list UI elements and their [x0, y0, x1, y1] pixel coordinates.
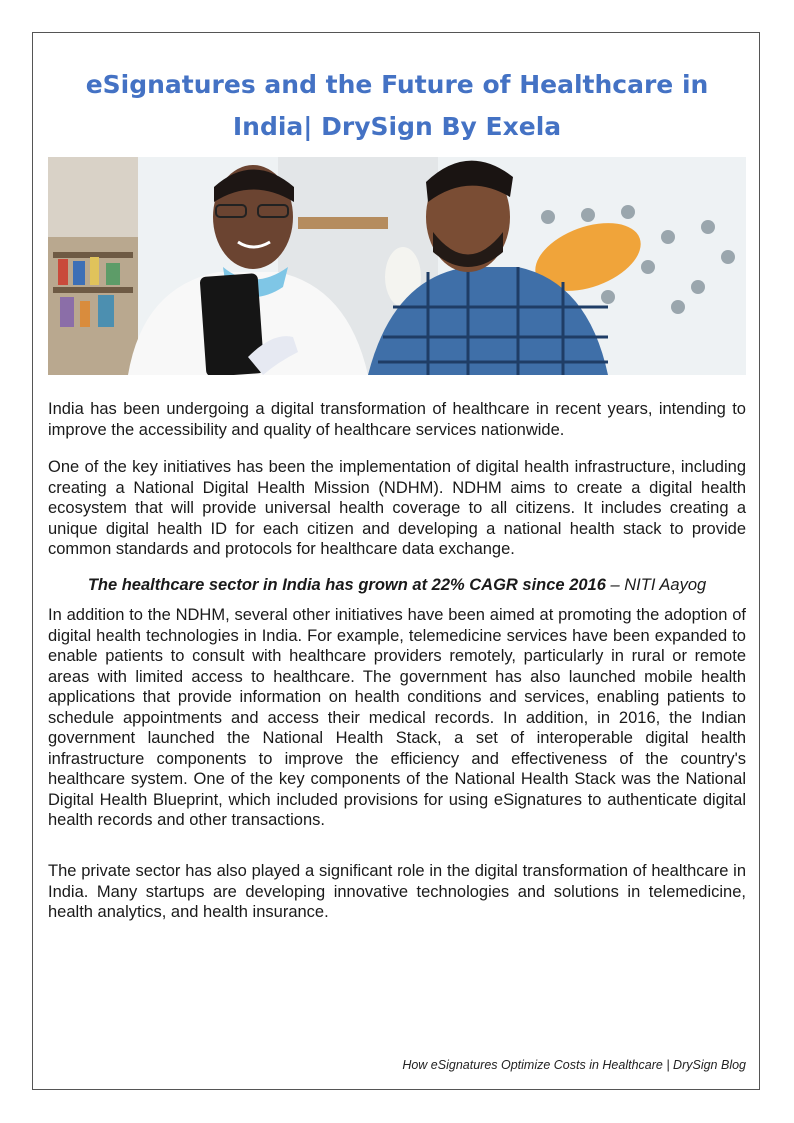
paragraph-intro: India has been undergoing a digital transformation of healthcare in recent years, intending to improve the accessibility and quality of healthcare services nationwide.	[48, 400, 746, 439]
pull-quote	[48, 575, 746, 596]
paragraph-private-sector: The private sector has also played a significant role in the digital transformation of healthcare in India. Many startups are developing innovative technologies and solutions in telemedicine, health analytics, and health insurance.	[48, 862, 746, 921]
paragraph-initiatives: In addition to the NDHM, several other initiatives have been aimed at promoting the adoption of digital health technologies in India. For example, telemedicine services have been expanded to enable patients to consult with healthcare providers remotely, particularly in rural or remote areas with limited access to healthcare. The government has also launched mobile health applications that provide information on health conditions and services, enabling patients to schedule appointments and access their medical records. In addition, in 2016, the Indian government launched the National Health Stack, a set of interoperable digital health infrastructure components to improve the efficiency and effectiveness of the country's healthcare system. One of the key components of the National Health Stack was the National Digital Health Blueprint, which included provisions for using eSignatures to authenticate digital health records and other transactions.	[48, 606, 746, 829]
footer-caption: How eSignatures Optimize Costs in Healthcare | DrySign Blog	[402, 1058, 746, 1072]
hero-photo-illustration	[48, 157, 746, 375]
paragraph-ndhm: One of the key initiatives has been the implementation of digital health infrastructure, including creating a National Digital Health Mission (NDHM). NDHM aims to create a digital health ecosystem that will provide universal health coverage to all citizens. It includes creating a unique digital health ID for each citizen and developing a national health stack to provide common standards and protocols for healthcare data exchange.	[48, 458, 746, 558]
hero-image	[48, 157, 746, 375]
quote-text: The healthcare sector in India has grown at 22% CAGR since 2016	[87, 576, 606, 594]
page-title: eSignatures and the Future of Healthcare in India| DrySign By Exela	[85, 70, 709, 141]
quote-source: – NITI Aayog	[605, 576, 707, 594]
